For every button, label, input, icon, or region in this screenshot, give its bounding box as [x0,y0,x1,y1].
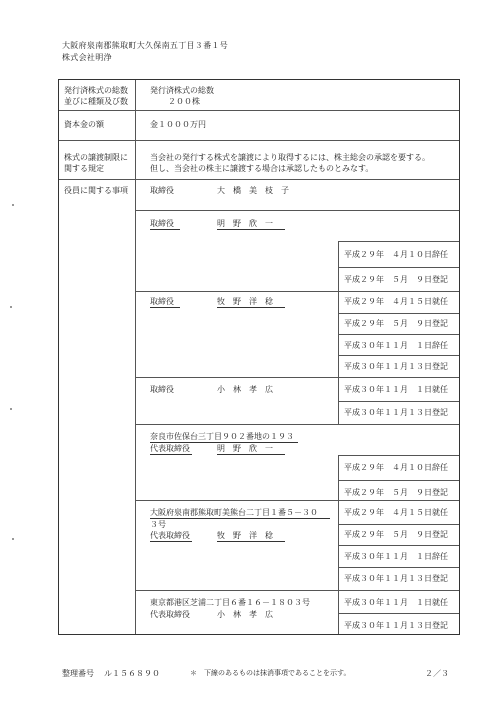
date-divider [338,455,459,456]
scan-speck [12,538,14,540]
scan-speck [12,204,14,206]
officer-title: 代表取締役 [150,531,190,540]
event-date: 平成２９年 ４月１５日就任 [344,508,448,517]
shares-label-2: 並びに種類及び数 [64,97,128,106]
company-name: 株式会社明浄 [62,53,112,62]
date-divider [338,355,459,356]
date-column-divider [338,590,339,634]
date-divider [338,545,459,546]
event-date: 平成２９年 ４月１０日辞任 [344,250,448,259]
event-date: 平成２９年 ４月１５日就任 [344,297,448,306]
officer-address: 東京都港区芝浦二丁目６番１６－１８０３号 [150,598,310,607]
transfer-label: 株式の譲渡制限に [64,153,128,162]
strike-underline [150,454,192,455]
date-divider [338,480,459,481]
officer-title: 代表取締役 [150,610,190,619]
officer-name: 牧 野 洋 稔 [217,531,273,540]
strike-underline [217,541,285,542]
strike-underline [150,229,180,230]
officer-address: 奈良市佐保台三丁目９０２番地の１９３ [150,432,294,441]
event-date: 平成２９年 ４月１０日辞任 [344,463,448,472]
date-divider [338,524,459,525]
date-divider [338,313,459,314]
officer-name: 明 野 欣 一 [217,219,273,228]
officer-title: 取締役 [150,219,174,228]
transfer-value-2: 但し、当会社の株主に譲渡する場合は承認したものとみなす。 [150,164,374,173]
officer-title: 取締役 [150,186,174,195]
event-date: 平成２９年 ５月 ９日登記 [344,488,448,497]
reference-label: 整理番号 [62,669,94,678]
officer-name: 明 野 欣 一 [217,444,273,453]
strike-underline [217,454,285,455]
page-number: ２／３ [425,669,449,678]
strike-underline [150,307,180,308]
event-date: 平成３０年１１月 １日就任 [344,598,448,607]
company-address: 大阪府泉南郡熊取町大久保南五丁目３番１号 [62,41,228,50]
date-divider [338,613,459,614]
strike-underline [217,307,285,308]
date-divider [338,241,459,242]
event-date: 平成３０年１１月 １日辞任 [344,341,448,350]
date-divider [338,567,459,568]
event-date: 平成３０年１１月 １日辞任 [344,552,448,561]
officer-divider [136,210,459,211]
officer-title: 取締役 [150,297,174,306]
officer-name: 小 林 孝 広 [217,385,273,394]
transfer-label-2: 関する規定 [64,164,104,173]
officer-name: 大 橋 美 枝 子 [217,186,289,195]
shares-label: 発行済株式の総数 [64,86,128,95]
row-divider [59,140,459,141]
event-date: 平成２９年 ５月 ９日登記 [344,319,448,328]
event-date: 平成２９年 ５月 ９日登記 [344,275,448,284]
reference-number: ル１５６８９０ [104,669,160,678]
shares-value: 発行済株式の総数 [150,86,214,95]
officer-title: 代表取締役 [150,444,190,453]
date-divider [338,267,459,268]
label-column-divider [135,80,136,634]
strike-underline [150,541,192,542]
scan-speck [10,408,12,410]
officer-divider [136,500,459,501]
capital-value: 金１０００万円 [150,120,206,129]
row-divider [59,110,459,111]
event-date: 平成３０年１１月１３日登記 [344,362,448,371]
shares-count: ２００株 [168,97,200,106]
event-date: 平成３０年１１月１３日登記 [344,408,448,417]
strike-underline [217,229,285,230]
officer-divider [136,424,459,425]
officer-address-2: ３号 [150,520,166,529]
scan-speck [10,306,12,308]
officer-name: 牧 野 洋 稔 [217,297,273,306]
officer-title: 取締役 [150,385,174,394]
date-divider [338,401,459,402]
transfer-value: 当会社の発行する株式を譲渡により取得するには、株主総会の承認を要する。 [150,153,430,162]
event-date: 平成３０年１１月 １日就任 [344,385,448,394]
capital-label: 資本金の額 [64,120,104,129]
officer-divider [136,377,459,378]
officer-divider [136,291,459,292]
date-column-divider [338,455,339,500]
officer-divider [136,590,459,591]
officer-name: 小 林 孝 広 [217,610,273,619]
event-date: 平成３０年１１月１３日登記 [344,574,448,583]
footer-note: ＊ 下線のあるものは抹消事項であることを示す。 [190,669,351,677]
date-divider [338,334,459,335]
officer-address: 大阪府泉南郡熊取町美熊台二丁目１番５－３０ [150,508,318,517]
date-column-divider [338,241,339,291]
row-divider [59,179,459,180]
event-date: 平成３０年１１月１３日登記 [344,621,448,630]
strike-underline [150,518,330,519]
event-date: 平成２９年 ５月 ９日登記 [344,530,448,539]
officers-label: 役員に関する事項 [64,186,128,195]
